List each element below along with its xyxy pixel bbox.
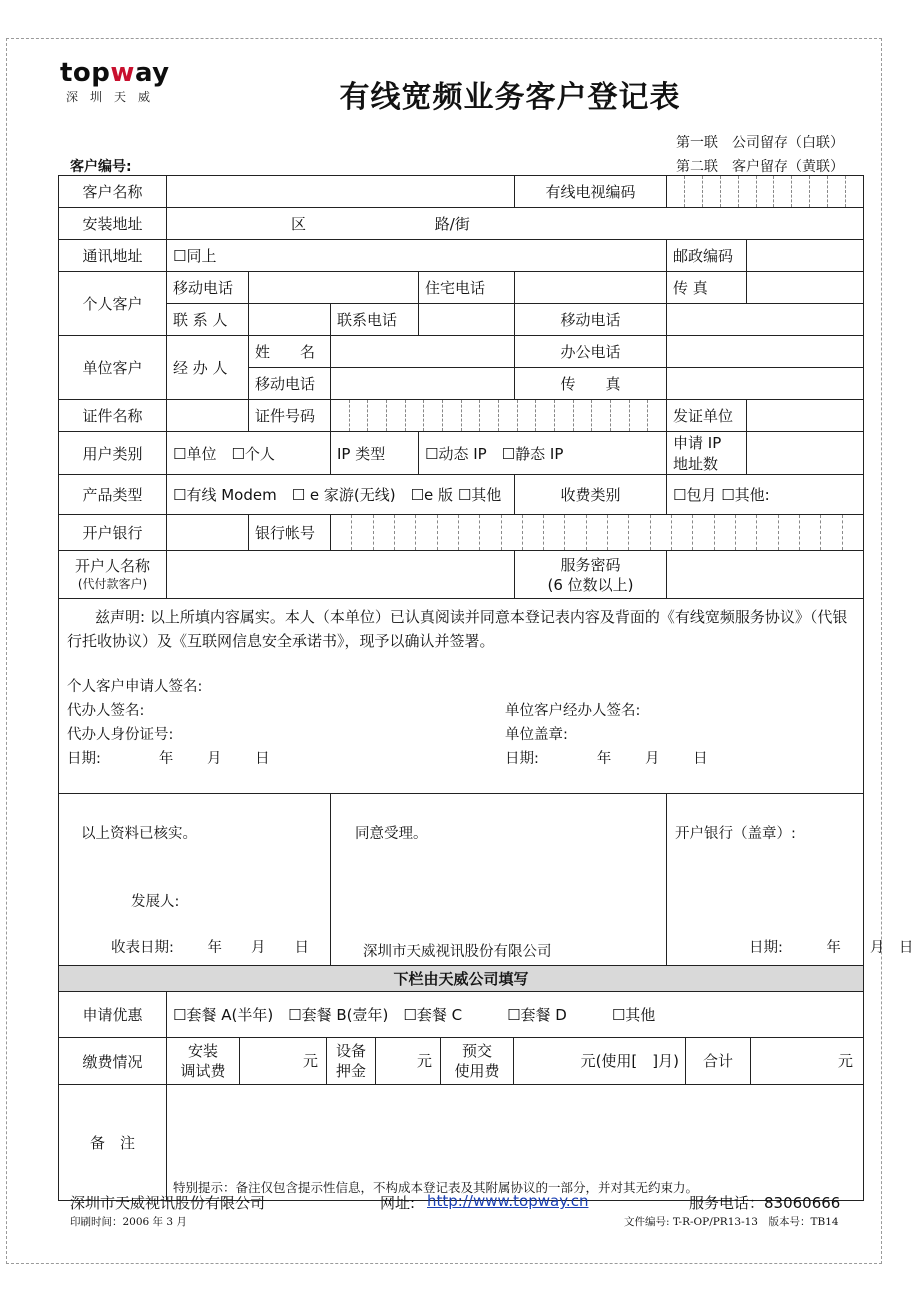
agent-id-label: 代办人身份证号: (67, 727, 174, 743)
footer-website-label: 网址: (380, 1194, 416, 1212)
footer-hotline: 服务电话：83060666 (689, 1194, 841, 1212)
user-type-label: 用户类别 (59, 432, 167, 475)
section-header: 下栏由天威公司填写 (59, 966, 864, 992)
contact-mobile-field[interactable] (667, 304, 864, 336)
install-address-field[interactable] (167, 208, 864, 240)
accepted-text: 同意受理。 (355, 826, 428, 842)
office-phone-field[interactable] (667, 336, 864, 368)
postcode-label: 邮政编码 (667, 240, 747, 272)
personal-signature-label: 个人客户申请人签名: (67, 679, 203, 695)
company-fax-field[interactable] (667, 368, 864, 400)
handler-mobile-label: 移动电话 (249, 368, 331, 400)
promotion-label: 申请优惠 (59, 992, 167, 1038)
install-fee-unit[interactable]: 元 (240, 1038, 327, 1084)
install-fee-label: 安装 调试费 (167, 1038, 240, 1084)
deposit-unit[interactable]: 元 (376, 1038, 441, 1084)
contact-label: 联 系 人 (167, 304, 249, 336)
postcode-field[interactable] (747, 240, 864, 272)
charge-type-options[interactable]: ☐包月 ☐其他: (667, 475, 864, 515)
personal-customer-label: 个人客户 (59, 272, 167, 336)
mobile-field[interactable] (249, 272, 419, 304)
contact-mobile-label: 移动电话 (515, 304, 667, 336)
accept-cell (331, 794, 667, 966)
id-number-field[interactable] (331, 400, 667, 432)
remarks-note: 特别提示：备注仅包含提示性信息，不构成本登记表及其附属协议的一部分，并对其无约束力。 (173, 1180, 699, 1195)
district-label: 区 (291, 215, 307, 233)
product-type-options[interactable]: ☐有线 Modem ☐ e 家游(无线) ☐e 版 ☐其他 (167, 475, 515, 515)
remarks-field[interactable] (167, 1085, 864, 1201)
ip-type-label: IP 类型 (331, 432, 419, 475)
install-address-label: 安装地址 (59, 208, 167, 240)
declaration-text: 兹声明: 以上所填内容属实。本人（本单位）已认真阅读并同意本登记表内容及背面的《有线宽频服务协议》（代银行托收协议）及《互联网信息安全承诺书》，现予以确认并签署。 (67, 608, 848, 650)
product-type-label: 产品类型 (59, 475, 167, 515)
name-field[interactable] (331, 336, 515, 368)
customer-name-field[interactable] (167, 176, 515, 208)
fax-field[interactable] (747, 272, 864, 304)
bank-field[interactable] (167, 515, 249, 551)
mobile-label: 移动电话 (167, 272, 249, 304)
copy-note-2: 第二联 客户留存（黄联） (676, 159, 844, 175)
bank-account-label: 银行帐号 (249, 515, 331, 551)
company-seal-label: 单位盖章: (505, 727, 568, 743)
fax-label: 传 真 (667, 272, 747, 304)
catv-code-label: 有线电视编码 (515, 176, 667, 208)
remarks-label: 备 注 (59, 1085, 167, 1201)
issuer-field[interactable] (747, 400, 864, 432)
declaration-block (59, 599, 864, 794)
customer-number-label: 客户编号: (70, 159, 132, 175)
form-title: 有线宽频业务客户登记表 (339, 80, 681, 115)
home-phone-label: 住宅电话 (419, 272, 515, 304)
agent-signature-label: 代办人签名: (67, 703, 145, 719)
receive-date-label: 收表日期: 年 月 日 (111, 940, 309, 956)
bank-seal-label: 开户银行（盖章）: (675, 826, 796, 842)
contact-phone-field[interactable] (419, 304, 515, 336)
office-phone-label: 办公电话 (515, 336, 667, 368)
ip-count-field[interactable] (747, 432, 864, 475)
topway-logo: topway 深圳天威 (60, 58, 170, 104)
id-number-label: 证件号码 (249, 400, 331, 432)
footer-doc-number: 文件编号: T-R-OP/PR13-13 版本号：TB14 (624, 1216, 839, 1228)
company-customer-label: 单位客户 (59, 336, 167, 400)
account-holder-label: 开户人名称 (代付款客户) (59, 551, 167, 599)
ip-count-label: 申请 IP 地址数 (667, 432, 747, 475)
bank-seal-cell (667, 794, 914, 966)
customer-name-label: 客户名称 (59, 176, 167, 208)
promotion-options[interactable]: ☐套餐 A(半年) ☐套餐 B(壹年) ☐套餐 C ☐套餐 D ☐其他 (167, 992, 864, 1038)
charge-type-label: 收费类别 (515, 475, 667, 515)
service-password-field[interactable] (667, 551, 864, 599)
deposit-label: 设备 押金 (327, 1038, 376, 1084)
verify-cell (59, 794, 331, 966)
bank-account-field[interactable] (331, 515, 864, 551)
footer-website-link[interactable]: http://www.topway.cn (427, 1192, 589, 1210)
handler-label: 经 办 人 (167, 336, 249, 400)
bank-seal-date: 日期: 年 月 日 (749, 940, 914, 956)
total-unit[interactable]: 元 (837, 1052, 853, 1070)
road-label: 路/街 (434, 215, 470, 233)
left-date-label: 日期: 年 月 日 (67, 751, 270, 767)
company-fax-label: 传 真 (515, 368, 667, 400)
total-label: 合计 (686, 1038, 751, 1084)
catv-code-field[interactable] (667, 176, 864, 208)
handler-mobile-field[interactable] (331, 368, 515, 400)
ip-type-options[interactable]: ☐动态 IP ☐静态 IP (419, 432, 667, 475)
id-name-field[interactable] (167, 400, 249, 432)
registration-table (58, 175, 914, 1201)
logo-subtitle: 深圳天威 (66, 90, 163, 104)
service-password-label: 服务密码 (6 位数以上) (515, 551, 667, 599)
copy-note-1: 第一联 公司留存（白联） (676, 135, 844, 151)
user-type-options[interactable]: ☐单位 ☐个人 (167, 432, 331, 475)
contact-field[interactable] (249, 304, 331, 336)
footer-print-time: 印刷时间：2006 年 3 月 (70, 1216, 187, 1228)
prepay-label: 预交 使用费 (441, 1038, 514, 1084)
same-as-above-checkbox[interactable]: ☐同上 (167, 240, 667, 272)
payment-label: 缴费情况 (59, 1038, 167, 1085)
contact-phone-label: 联系电话 (331, 304, 419, 336)
name-label: 姓 名 (249, 336, 331, 368)
bank-label: 开户银行 (59, 515, 167, 551)
mail-address-label: 通讯地址 (59, 240, 167, 272)
company-signature-label: 单位客户经办人签名: (505, 703, 641, 719)
verified-text: 以上资料已核实。 (81, 826, 197, 842)
payment-row (167, 1038, 864, 1085)
issuer-label: 发证单位 (667, 400, 747, 432)
right-date-label: 日期: 年 月 日 (505, 751, 708, 767)
developer-label: 发展人: (131, 894, 180, 910)
id-name-label: 证件名称 (59, 400, 167, 432)
account-holder-field[interactable] (167, 551, 515, 599)
footer-company: 深圳市天威视讯股份有限公司 (70, 1194, 266, 1212)
home-phone-field[interactable] (515, 272, 667, 304)
accept-company-name: 深圳市天威视讯股份有限公司 (363, 944, 552, 960)
prepay-usage[interactable]: 元(使用[ ]月) (514, 1038, 686, 1084)
